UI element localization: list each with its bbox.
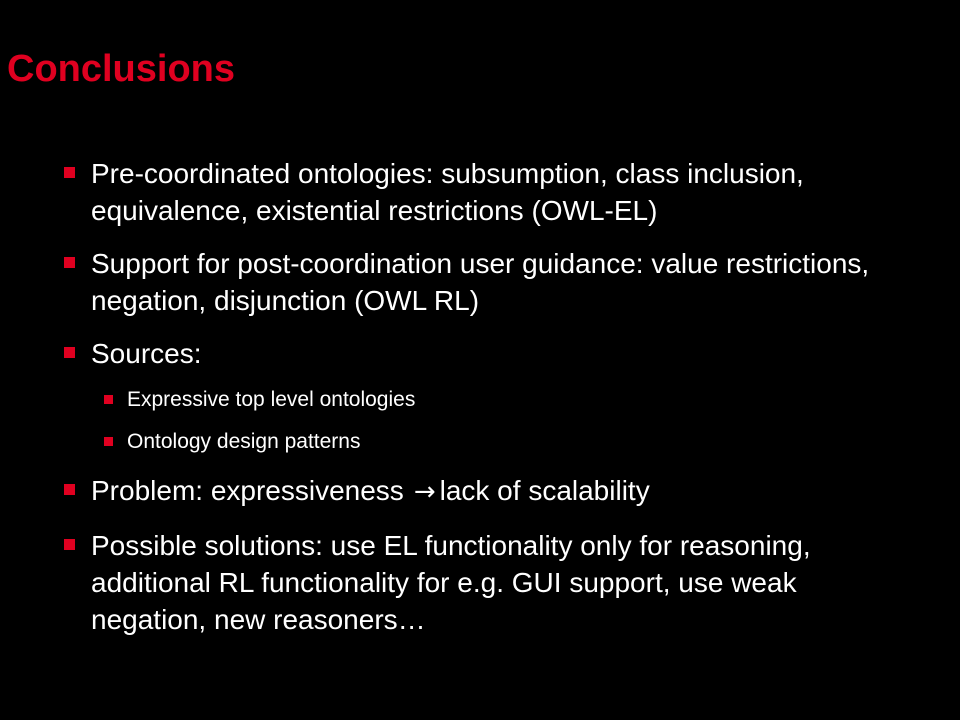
- bullet-item-sources: [64, 335, 894, 372]
- bullet-item-post-coordination: [64, 245, 894, 319]
- title-bar: [0, 0, 960, 137]
- red-square-bullet-icon: [104, 437, 113, 446]
- red-square-bullet-icon: [64, 167, 75, 178]
- bullet-item-problem: [64, 472, 894, 511]
- bullet-list: [64, 155, 894, 654]
- red-square-bullet-icon: [64, 539, 75, 550]
- bullet-item-possible-solutions: [64, 527, 894, 638]
- bullet-item-pre-coordinated: [64, 155, 894, 229]
- red-square-bullet-icon: [64, 347, 75, 358]
- bullet-text-after: lack of scalability: [439, 475, 650, 506]
- sub-bullet-text: Ontology design patterns: [127, 430, 361, 453]
- slide-title: Conclusions: [7, 48, 236, 90]
- sub-bullet-item-design-patterns: [64, 428, 894, 456]
- bullet-text: Pre-coordinated ontologies: subsumption, class inclusion, equivalence, existential restrictions (OWL-EL): [91, 158, 804, 226]
- red-square-bullet-icon: [104, 395, 113, 404]
- sub-bullet-item-top-level-ontologies: [64, 386, 894, 414]
- sub-bullet-text: Expressive top level ontologies: [127, 388, 416, 411]
- bullet-text-before: Problem: expressiveness: [91, 475, 404, 506]
- bullet-text: Sources:: [91, 338, 202, 369]
- red-square-bullet-icon: [64, 257, 75, 268]
- bullet-text: Support for post-coordination user guidance: value restrictions, negation, disjunction (OWL RL): [91, 248, 870, 316]
- bullet-text: Possible solutions: use EL functionality only for reasoning, additional RL functionality for e.g. GUI support, use weak negation, new reasoners…: [91, 530, 811, 635]
- red-square-bullet-icon: [64, 484, 75, 495]
- right-arrow-icon: →: [413, 477, 436, 507]
